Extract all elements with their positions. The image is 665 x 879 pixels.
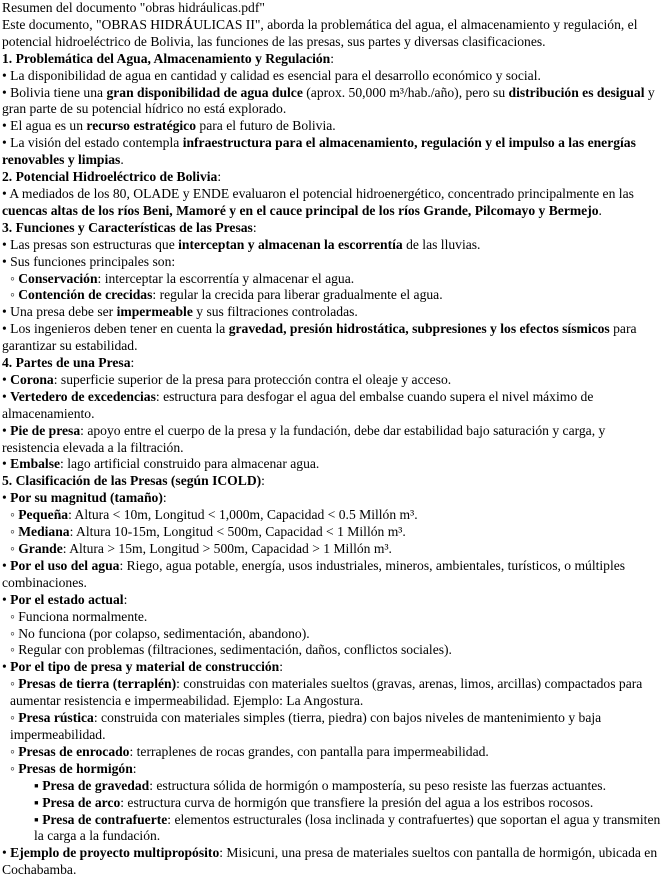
s5-magnitude-large: ◦ Grande: Altura > 15m, Longitud > 500m, Capacidad > 1 Millón m³. [10,541,392,556]
section-3-heading: 3. Funciones y Características de las Presas: [2,219,257,235]
s5-state-1: ◦ Funciona normalmente. [10,608,148,624]
s3-function-1: ◦ Conservación: interceptar la escorrentía y almacenar el agua. [10,270,355,286]
section-5-title: 5. Clasificación de las Presas (según ICOLD) [2,473,262,489]
s5-type-earth: ◦ Presas de tierra (terraplén): construidas con materiales sueltos (gravas, arenas, limos, arcillas) compactados para aumentar resistencia e impermeabilidad. Ejemplo: La Angostura. [10,676,643,709]
s5-state-2: ◦ No funciona (por colapso, sedimentación, abandono). [10,625,310,641]
s5-concrete-buttress: ▪ Presa de contrafuerte: elementos estructurales (losa inclinada y contrafuertes) que soportan el agua y transmiten la carga a la fundación. [34,811,661,844]
section-4-heading: 4. Partes de una Presa: [2,355,135,371]
s3-function-2: ◦ Contención de crecidas: regular la crecida para liberar gradualmente el agua. [10,287,443,303]
s1-bullet-1: • La disponibilidad de agua en cantidad y calidad es esencial para el desarrollo económico y social. [2,67,541,83]
s3-bullet-1: • Las presas son estructuras que interceptan y almacenan la escorrentía de las lluvias. [2,236,481,252]
s4-part-1: • Corona: superficie superior de la presa para protección contra el oleaje y acceso. [2,371,452,387]
s5-type-rustic: ◦ Presa rústica: construida con materiales simples (tierra, piedra) con bajos niveles de mantenimiento y baja impermeabilidad. [10,710,602,742]
s5-concrete-gravity: ▪ Presa de gravedad: estructura sólida de hormigón o mampostería, su peso resiste las fuerzas actuantes. [34,777,606,793]
s4-part-3: • Pie de presa: apoyo entre el cuerpo de la presa y la fundación, debe dar estabilidad bajo saturación y carga, y resistencia elevada a la filtración. [2,422,606,455]
s5-magnitude: • Por su magnitud (tamaño): [2,490,167,506]
s3-bullet-2: • Sus funciones principales son: [2,253,176,269]
s5-concrete-arch: ▪ Presa de arco: estructura curva de hormigón que transfiere la presión del agua a los estribos rocosos. [34,794,594,810]
s5-state-3: ◦ Regular con problemas (filtraciones, sedimentación, daños, conflictos sociales). [10,642,452,658]
section-5-heading: 5. Clasificación de las Presas (según ICOLD): [2,473,265,489]
s5-state: • Por el estado actual: [2,591,128,607]
section-1-title: 1. Problemática del Agua, Almacenamiento y Regulación [2,50,331,66]
s4-part-2: • Vertedero de excedencias: estructura para desfogar el agua del embalse cuando supera el nivel máximo de almacenamiento. [2,388,594,421]
s5-magnitude-medium: ◦ Mediana: Altura 10-15m, Longitud < 500m, Capacidad < 1 Millón m³. [10,524,406,540]
s1-bullet-2: • Bolivia tiene una gran disponibilidad de agua dulce (aprox. 50,000 m³/hab./año), pero su distribución es desigual y gran parte de su potencial hídrico no está explorado. [2,84,655,117]
s4-part-4: • Embalse: lago artificial construido para almacenar agua. [2,456,320,472]
s5-magnitude-small: ◦ Pequeña: Altura < 10m, Longitud < 1,000m, Capacidad < 0.5 Millón m³. [10,507,418,523]
s5-type-rockfill: ◦ Presas de enrocado: terraplenes de rocas grandes, con pantalla para impermeabilidad. [10,743,489,759]
section-2-title: 2. Potencial Hidroeléctrico de Bolivia [2,169,218,185]
s5-type-concrete: ◦ Presas de hormigón: [10,760,137,776]
s1-bullet-3: • El agua es un recurso estratégico para el futuro de Bolivia. [2,118,336,134]
doc-intro: Este documento, "OBRAS HIDRÁULICAS II", aborda la problemática del agua, el almacenamiento y regulación, el potencial hidroeléctrico de Bolivia, las funciones de las presas, sus partes y diversas clasificaciones. [2,16,638,49]
s5-type: • Por el tipo de presa y material de construcción: [2,659,284,675]
s3-bullet-4: • Los ingenieros deben tener en cuenta la gravedad, presión hidrostática, subpresiones y los efectos sísmicos para garantizar su estabilidad. [2,321,637,354]
s1-bullet-4: • La visión del estado contempla infraestructura para el almacenamiento, regulación y el impulso a las energías renovables y limpias. [2,135,636,168]
section-3-title: 3. Funciones y Características de las Presas [2,219,253,235]
s3-bullet-3: • Una presa debe ser impermeable y sus filtraciones controladas. [2,304,358,320]
s2-bullet-1: • A mediados de los 80, OLADE y ENDE evaluaron el potencial hidroenergético, concentrado principalmente en las cuencas altas de los ríos Beni, Mamoré y en el cauce principal de los ríos Grande, Pilcomayo y Bermejo. [2,185,634,218]
s5-water-use: • Por el uso del agua: Riego, agua potable, energía, usos industriales, mineros, ambientales, turísticos, o múltiples combinaciones. [2,557,626,590]
section-2-heading: 2. Potencial Hidroeléctrico de Bolivia: [2,169,222,185]
s5-example: • Ejemplo de proyecto multipropósito: Misicuni, una presa de materiales sueltos con pantalla de hormigón, ubicada en Cochabamba. [2,845,658,878]
section-1-heading: 1. Problemática del Agua, Almacenamiento y Regulación: [2,50,335,66]
doc-title: Resumen del documento "obras hidráulicas.pdf" [2,0,265,15]
section-4-title: 4. Partes de una Presa [2,355,131,371]
